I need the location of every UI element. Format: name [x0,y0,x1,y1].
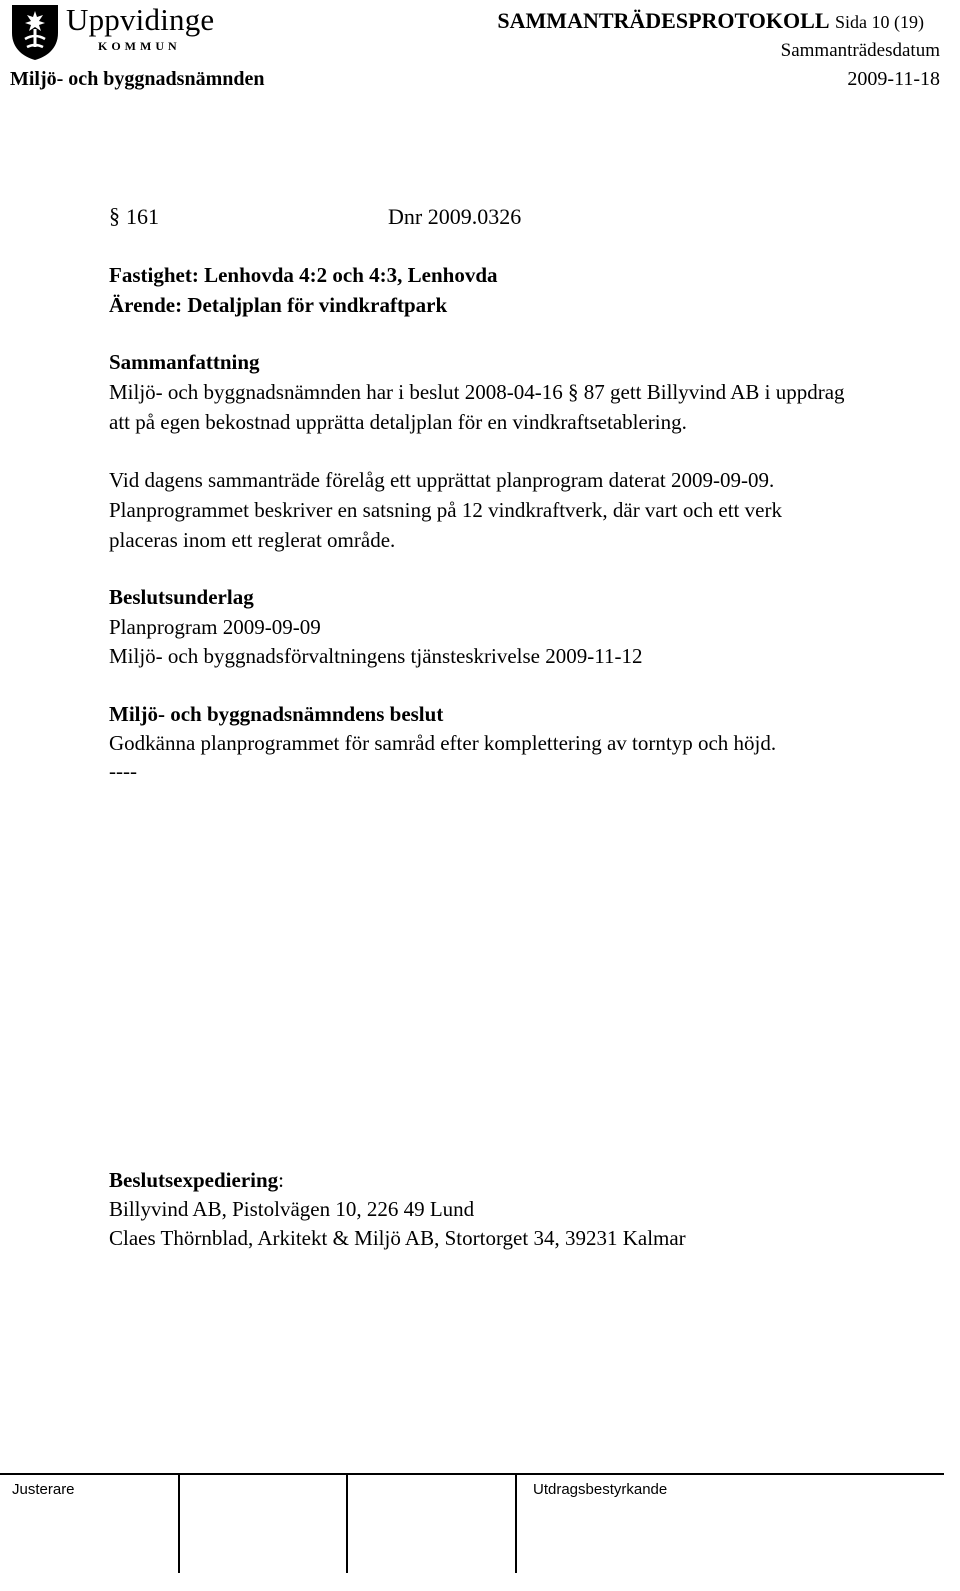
meeting-date-label: Sammanträdesdatum [780,40,940,61]
dispatch-colon: : [278,1168,285,1192]
summary-line-1-a: Miljö- och byggnadsnämnden har i beslut 2008-04-16 [109,380,569,404]
committee-name: Miljö- och byggnadsnämnden [10,68,265,90]
dispatch-line-2: Claes Thörnblad, Arkitekt & Miljö AB, Stortorget 34, 39231 Kalmar [109,1226,686,1250]
summary-line-5: placeras inom ett reglerat område. [109,528,396,552]
summary-line-1 [109,377,845,407]
summary-line-4: Planprogrammet beskriver en satsning på 12 vindkraftverk, där vart och ett verk [109,498,782,522]
dispatch-line-1: Billyvind AB, Pistolvägen 10, 226 49 Lund [109,1197,475,1221]
signatory-label: Justerare [12,1481,75,1498]
footer-divider-1 [178,1473,180,1573]
decision-heading: Miljö- och byggnadsnämndens beslut [109,702,444,726]
basis-heading: Beslutsunderlag [109,585,254,609]
footer-divider-2 [346,1473,348,1573]
matter-line: Ärende: Detaljplan för vindkraftpark [109,293,448,317]
decision-separator: ---- [109,759,137,783]
dispatch-heading: Beslutsexpediering [109,1168,279,1192]
document-title [497,8,924,34]
footer-rule [0,1473,944,1475]
protocol-title: SAMMANTRÄDESPROTOKOLL [497,8,830,33]
municipal-crest-icon [10,3,60,61]
summary-line-1-b: 87 gett Billyvind AB i uppdrag [578,380,845,404]
summary-section-sign: § [568,380,579,404]
basis-line-2: Miljö- och byggnadsförvaltningens tjänsteskrivelse 2009-11-12 [109,644,643,668]
decision-text: Godkänna planprogrammet för samråd efter komplettering av torntyp och höjd. [109,731,777,755]
municipality-logo [10,2,215,61]
certification-label: Utdragsbestyrkande [533,1481,668,1498]
summary-line-3: Vid dagens sammanträde förelåg ett upprättat planprogram daterat 2009-09-09. [109,468,775,492]
property-line: Fastighet: Lenhovda 4:2 och 4:3, Lenhovda [109,263,498,287]
diary-number: Dnr 2009.0326 [388,204,522,229]
section-number: 161 [126,204,159,229]
section-sign: § [109,203,120,228]
page-number: Sida 10 (19) [835,12,924,32]
basis-line-1: Planprogram 2009-09-09 [109,615,321,639]
logo-org-sub: KOMMUN [98,39,181,53]
footer-divider-3 [515,1473,517,1573]
logo-org-name: Uppvidinge [66,2,215,37]
summary-line-2: att på egen bekostnad upprätta detaljplan för en vindkraftsetablering. [109,410,687,434]
dispatch-heading-line [109,1165,284,1195]
summary-heading: Sammanfattning [109,350,260,374]
meeting-date: 2009-11-18 [847,68,940,90]
signature-footer [0,1473,944,1591]
